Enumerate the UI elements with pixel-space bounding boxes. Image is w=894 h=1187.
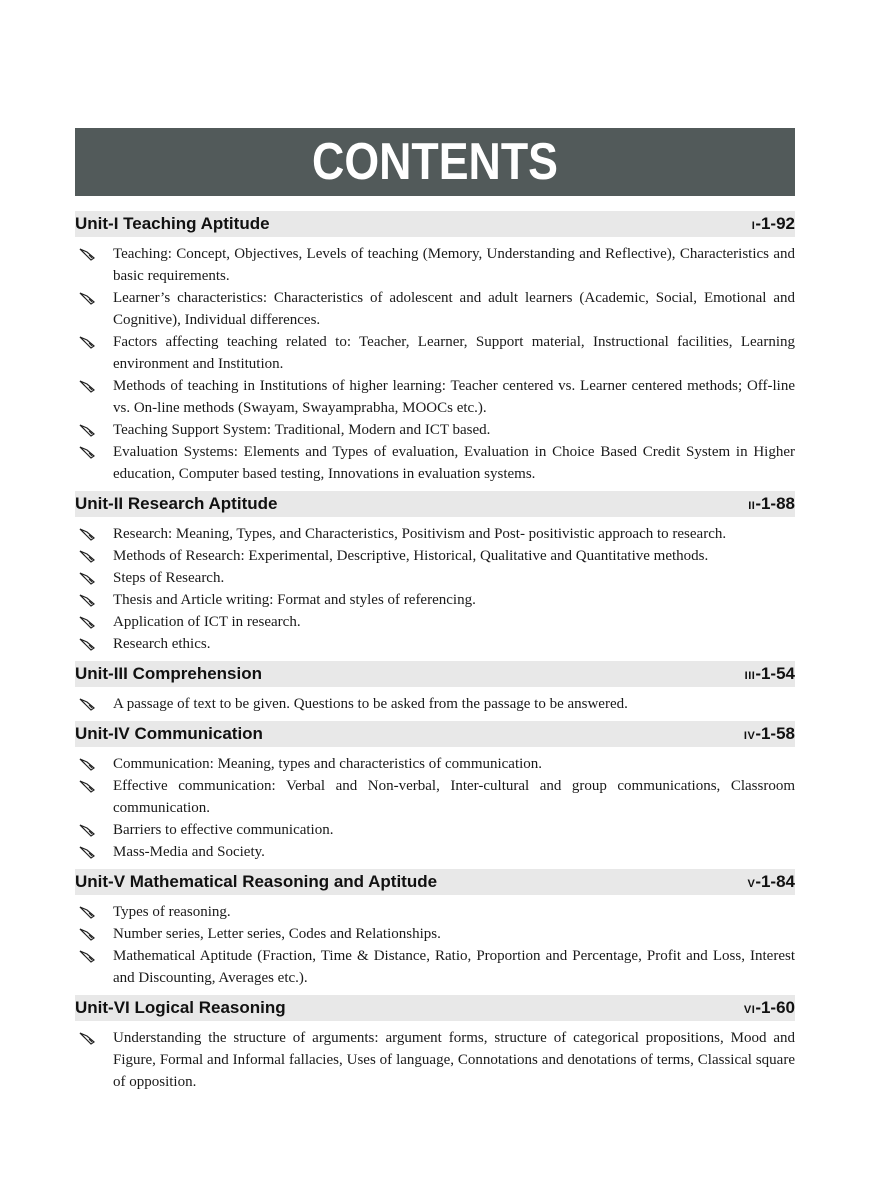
pen-nib-icon [78,947,96,965]
pen-nib-icon [78,377,96,395]
pen-nib-icon [78,821,96,839]
unit-page-prefix: VI [743,1004,756,1016]
unit-page-numbers: -1-58 [755,724,795,743]
list-item [75,841,795,863]
topic-list [75,243,795,485]
list-item [75,775,795,819]
pen-nib-icon [78,925,96,943]
topic-text: Methods of Research: Experimental, Descriptive, Historical, Qualitative and Quantitative methods. [113,548,709,564]
topic-text: Factors affecting teaching related to: Teacher, Learner, Support material, Instructional facilities, Learning environment and Institution. [113,334,795,372]
pen-nib-icon [78,843,96,861]
list-item [75,419,795,441]
unit-header[interactable] [75,211,795,237]
pen-nib-icon [78,695,96,713]
unit-header[interactable] [75,491,795,517]
pen-nib-icon [78,635,96,653]
topic-list [75,523,795,655]
unit-page-prefix: II [748,500,756,512]
pen-nib-icon [78,1029,96,1047]
unit-header[interactable] [75,661,795,687]
list-item [75,331,795,375]
topic-list [75,1027,795,1093]
pen-nib-icon [78,547,96,565]
pen-nib-icon [78,613,96,631]
unit-page-range [744,998,795,1018]
list-item [75,611,795,633]
pen-nib-icon [78,443,96,461]
topic-list [75,901,795,989]
list-item [75,945,795,989]
unit-page-range [747,872,795,892]
pen-nib-icon [78,333,96,351]
topic-text: Thesis and Article writing: Format and styles of referencing. [113,592,476,608]
pen-nib-icon [78,525,96,543]
list-item [75,567,795,589]
topic-text: Steps of Research. [113,570,225,586]
unit-title: Unit-II Research Aptitude [75,494,278,513]
topic-text: A passage of text to be given. Questions to be asked from the passage to be answered. [113,696,628,712]
topic-text: Research: Meaning, Types, and Characteristics, Positivism and Post- positivistic approach to research. [113,526,727,542]
topic-list [75,753,795,863]
list-item [75,589,795,611]
unit-page-range [745,664,795,684]
unit-section-4 [75,721,795,863]
topic-text: Understanding the structure of arguments: argument forms, structure of categorical propositions, Mood and Figure, Formal and Informal fallacies, Uses of language, Connotations and denotations of terms, Classical square of opposition. [113,1030,795,1090]
unit-page-prefix: V [747,878,756,890]
pen-nib-icon [78,903,96,921]
pen-nib-icon [78,289,96,307]
pen-nib-icon [78,755,96,773]
list-item [75,923,795,945]
list-item [75,375,795,419]
list-item [75,633,795,655]
contents-title-bar [75,128,795,196]
pen-nib-icon [78,777,96,795]
list-item [75,523,795,545]
unit-page-range [744,724,795,744]
list-item [75,1027,795,1093]
unit-page-prefix: III [744,670,756,682]
unit-page-numbers: -1-92 [755,214,795,233]
topic-text: Methods of teaching in Institutions of higher learning: Teacher centered vs. Learner centered methods; Off-line vs. On-line methods (Swayam, Swayamprabha, MOOCs etc.). [113,378,795,416]
unit-title: Unit-VI Logical Reasoning [75,998,286,1017]
unit-section-6 [75,995,795,1093]
topic-text: Number series, Letter series, Codes and Relationships. [113,926,441,942]
unit-section-5 [75,869,795,989]
topic-text: Mathematical Aptitude (Fraction, Time & Distance, Ratio, Proportion and Percentage, Profit and Loss, Interest and Discounting, Averages etc.). [113,948,795,986]
topic-text: Application of ICT in research. [113,614,301,630]
unit-page-prefix: I [751,220,756,232]
unit-page-range [752,214,795,234]
topic-text: Teaching: Concept, Objectives, Levels of teaching (Memory, Understanding and Reflective), Characteristics and basic requirements. [113,246,795,284]
list-item [75,545,795,567]
unit-section-2 [75,491,795,655]
unit-title: Unit-I Teaching Aptitude [75,214,270,233]
topic-text: Research ethics. [113,636,211,652]
list-item [75,819,795,841]
topic-text: Learner’s characteristics: Characteristics of adolescent and adult learners (Academic, Social, Emotional and Cognitive), Individual differences. [113,290,795,328]
topic-text: Mass-Media and Society. [113,844,265,860]
list-item [75,441,795,485]
contents-list [75,211,795,1099]
list-item [75,753,795,775]
unit-page-numbers: -1-88 [755,494,795,513]
unit-page-numbers: -1-84 [755,872,795,891]
pen-nib-icon [78,591,96,609]
list-item [75,901,795,923]
pen-nib-icon [78,421,96,439]
unit-page-range [748,494,795,514]
unit-page-numbers: -1-54 [755,664,795,683]
unit-page-prefix: IV [743,730,756,742]
topic-list [75,693,795,715]
page-title: CONTENTS [312,133,558,191]
list-item [75,693,795,715]
unit-page-numbers: -1-60 [755,998,795,1017]
unit-section-3 [75,661,795,715]
unit-header[interactable] [75,995,795,1021]
unit-title: Unit-III Comprehension [75,664,262,683]
list-item [75,287,795,331]
topic-text: Types of reasoning. [113,904,231,920]
topic-text: Effective communication: Verbal and Non-verbal, Inter-cultural and group communications, Classroom communication. [113,778,795,816]
unit-title: Unit-IV Communication [75,724,263,743]
unit-title: Unit-V Mathematical Reasoning and Aptitude [75,872,438,891]
unit-section-1 [75,211,795,485]
topic-text: Communication: Meaning, types and characteristics of communication. [113,756,543,772]
unit-header[interactable] [75,721,795,747]
topic-text: Barriers to effective communication. [113,822,334,838]
list-item [75,243,795,287]
pen-nib-icon [78,245,96,263]
unit-header[interactable] [75,869,795,895]
topic-text: Teaching Support System: Traditional, Modern and ICT based. [113,422,491,438]
pen-nib-icon [78,569,96,587]
topic-text: Evaluation Systems: Elements and Types of evaluation, Evaluation in Choice Based Credit System in Higher education, Computer based testing, Innovations in evaluation systems. [113,444,795,482]
